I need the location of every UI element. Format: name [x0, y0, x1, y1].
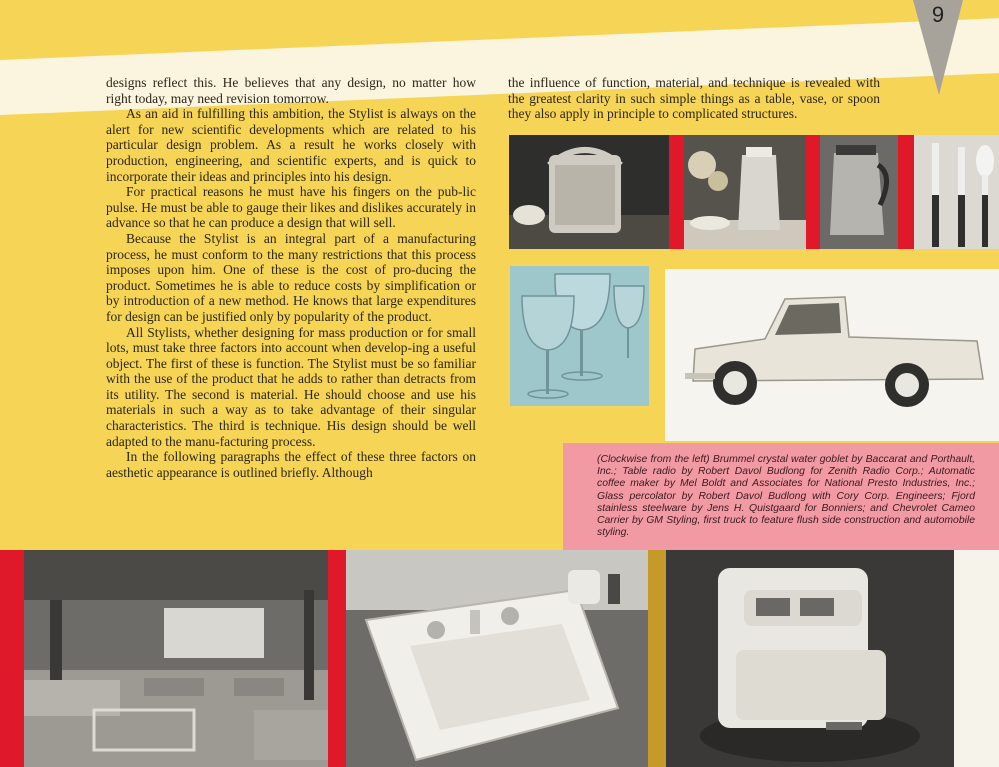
photo-steelware [914, 135, 999, 249]
paragraph: For practical reasons he must have his fingers on the pub-lic pulse. He must be able to gauge their likes and dislikes accurately in advance so that he can produce a design that will sell. [106, 184, 476, 231]
right-text-column [508, 75, 880, 122]
lobby-interior-image [24, 550, 328, 767]
mustard-divider [648, 550, 666, 767]
photo-caption-box [563, 443, 999, 551]
red-divider [669, 135, 684, 249]
paragraph: designs reflect this. He believes that any design, no matter how right today, may need revision tomorrow. [106, 75, 476, 106]
table-radio-image [509, 135, 669, 249]
bottom-photo-strip [0, 550, 999, 767]
lavatory-sink-image [346, 550, 648, 767]
red-divider [0, 550, 24, 767]
paragraph: In the following paragraphs the effect of these three factors on aesthetic appearance is outlined briefly. Although [106, 449, 476, 480]
left-text-column [106, 75, 476, 480]
red-divider [898, 135, 914, 249]
photo-lavatory-sink [346, 550, 648, 767]
paragraph: All Stylists, whether designing for mass production or for small lots, must take three factors into account when develop-ing a useful object. The first of these is function. The Stylist must be so familiar with the use of the product that he adds to rather than detracts from its utility. The second is material. He should choose and use his materials in such a way as to take advantage of their singular characteristics. The third is technique. His design should be well adapted to the manu-facturing process. [106, 324, 476, 449]
crystal-goblet-image [510, 266, 649, 406]
page-number: 9 [931, 2, 945, 27]
photo-table-radio [509, 135, 669, 249]
steelware-image [914, 135, 999, 249]
paragraph: Because the Stylist is an integral part of a manufacturing process, he must conform to the many restrictions that this process imposes upon him. One of these is the cost of pro-ducing the product. Sometimes he is able to reduce costs by simplification or by introduction of a new method. He knows that large expenditures for design can be justified only by popularity of the product. [106, 230, 476, 324]
red-divider [328, 550, 346, 767]
photo-coffee-maker [684, 135, 806, 249]
paragraph: As an aid in fulfilling this ambition, the Stylist is always on the alert for new scientific developments which are related to his particular design problem. As a result he works closely with production, engineering, and scientific experts, and is quick to incorporate their ideas and principles into his design. [106, 106, 476, 184]
photo-interior-lobby [24, 550, 328, 767]
pickup-truck-image [665, 269, 999, 441]
photo-cameo-carrier [665, 269, 999, 441]
coffee-maker-image [684, 135, 806, 249]
photo-goblets [510, 266, 649, 406]
photo-caption: (Clockwise from the left) Brummel crystal water goblet by Baccarat and Porthault, Inc.; Table radio by Robert Davol Budlong for Zenith Radio Corp.; Automatic coffee maker by Mel Boldt and Associates for National Presto Industries, Inc.; Glass percolator by Robert Davol Budlong with Cory Corp. Engineers; Fjord stainless steelware by Jens H. Quistgaard for Bonniers; and Chevrolet Cameo Carrier by GM Styling, first truck to feature flush side construction and automobile styling. [597, 454, 975, 539]
glass-percolator-image [820, 135, 898, 249]
white-edge-panel [954, 550, 999, 767]
paragraph: the influence of function, material, and technique is revealed with the greatest clarity in such simple things as a table, vase, or spoon they also apply in principle to complicated structures. [508, 75, 880, 122]
photo-appliance [666, 550, 954, 767]
red-divider [806, 135, 820, 249]
page-number-marker [913, 0, 963, 95]
appliance-image [666, 550, 954, 767]
photo-glass-percolator [820, 135, 898, 249]
